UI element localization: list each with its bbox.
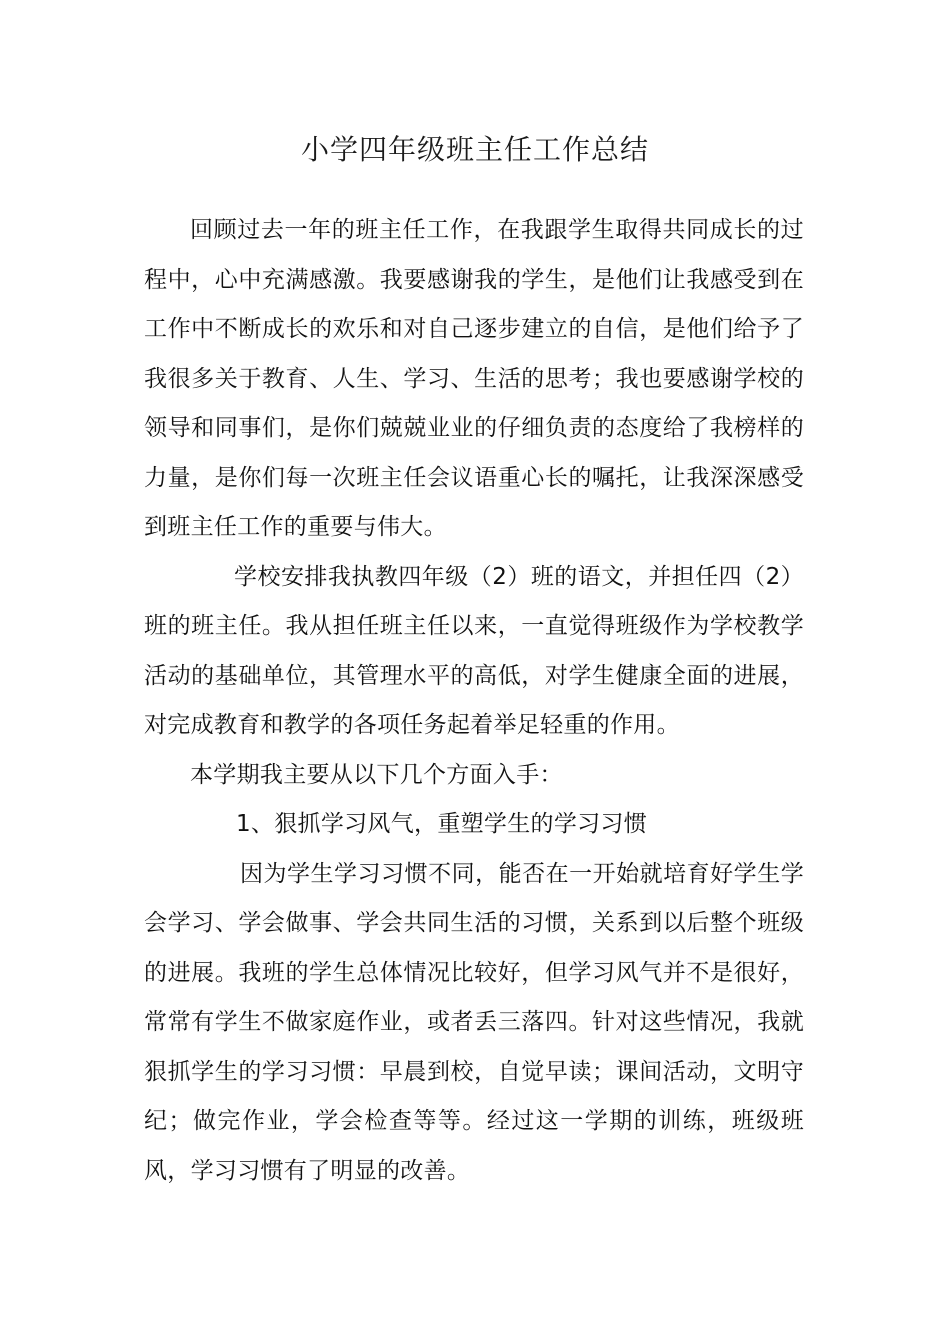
- document-body: [144, 206, 804, 1196]
- paragraph-aspects-intro: 本学期我主要从以下几个方面入手：: [190, 761, 563, 788]
- paragraph-assignment: 学校安排我执教四年级（2）班的语文，并担任四（2）班的班主任。我从担任班主任以来，一直觉得班级作为学校教学活动的基础单位，其管理水平的高低，对学生健康全面的进展，对完成教育和教学的各项任务起着举足轻重的作用。: [144, 563, 804, 738]
- document-title: 小学四年级班主任工作总结: [300, 133, 649, 166]
- section-heading-1: 1、狠抓学习风气，重塑学生的学习习惯: [236, 811, 648, 837]
- paragraph-intro: 回顾过去一年的班主任工作，在我跟学生取得共同成长的过程中，心中充满感激。我要感谢我的学生，是他们让我感受到在工作中不断成长的欢乐和对自己逐步建立的自信，是他们给予了我很多关于教育、人生、学习、生活的思考；我也要感谢学校的领导和同事们，是你们兢兢业业的仔细负责的态度给了我榜样的力量，是你们每一次班主任会议语重心长的嘱托，让我深深感受到班主任工作的重要与伟大。: [144, 217, 804, 540]
- paragraph-study-habits: 因为学生学习习惯不同，能否在一开始就培育好学生学会学习、学会做事、学会共同生活的习惯，关系到以后整个班级的进展。我班的学生总体情况比较好，但学习风气并不是很好，常常有学生不做家庭作业，或者丢三落四。针对这些情况，我就狠抓学生的学习习惯：早晨到校，自觉早读；课间活动，文明守纪；做完作业，学会检查等等。经过这一学期的训练，班级班风，学习习惯有了明显的改善。: [144, 860, 804, 1184]
